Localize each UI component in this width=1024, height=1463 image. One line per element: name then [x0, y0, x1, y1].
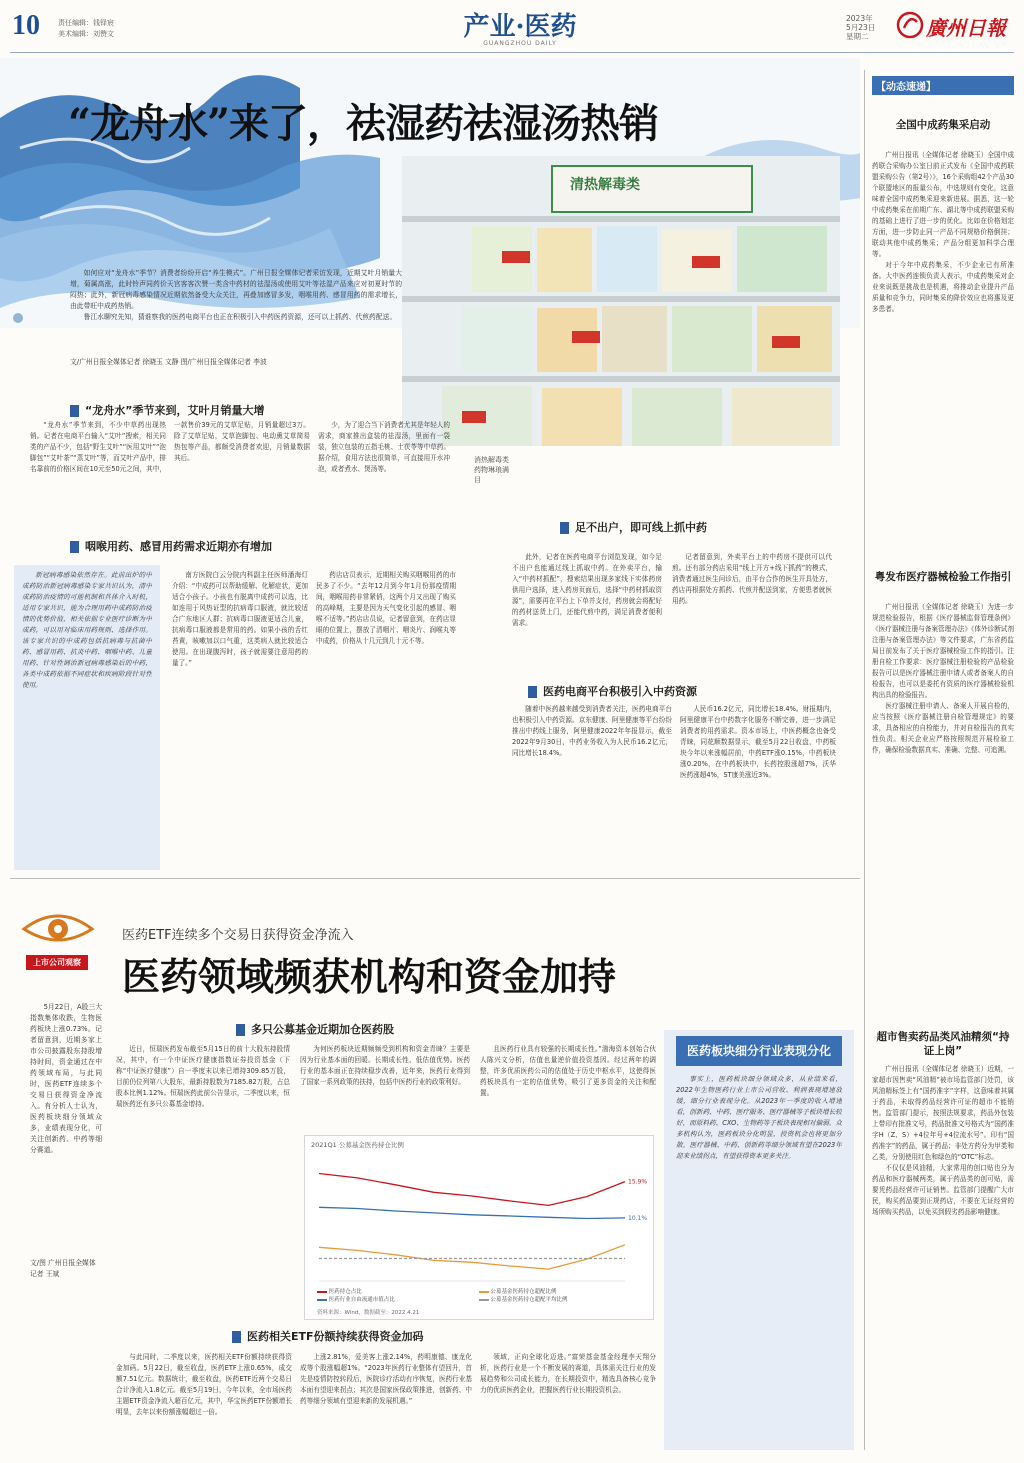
sidebar-title: 医药板块细分行业表现分化 — [686, 1044, 831, 1058]
subhead-bar-icon — [528, 686, 537, 698]
brief-1-title: 全国中成药集采启动 — [895, 119, 991, 131]
second-sub1-col-2 — [300, 1044, 470, 1134]
legend-2-label: 公募基金医药持仓超配比例 — [490, 1289, 557, 1295]
sub3-paragraph-1: 此外，记者在医药电商平台浏览发现，如今足不出户也能通过线上抓取中药。在外卖平台，输入“中药材抓配”，搜索结果出现多家线下实体药房供用户选择，进入药房页面后，选择“中药材抓取资源”，需要再在平台上下单并支付，药房就会将配好的药材送货上门，还能代煎中药，满足消费者便利需求。 — [512, 553, 662, 627]
legend-4-label: 公募基金医药持仓超配平均比例 — [490, 1297, 568, 1303]
chart-title: 2021Q1 公募基金医药持仓比例 — [311, 1141, 404, 1149]
right-column-divider — [864, 70, 865, 1450]
brief-2-paragraph-1: 广州日报讯（全媒体记者 徐晓玉）为进一步规范检验报告，根据《医疗器械监督管理条例》《医疗器械注册与备案管理办法》《体外诊断试剂注册与备案管理办法》等文件要求，广东省药监局日前发布了关于医疗器械检验工作的指引。注册自检工作要求：医疗器械注册检验的产品检验报告可以是医疗器械注册申请人或者备案人的自检报告，也可以是委托有资质的医疗器械检验机构出具的检验报告。 — [872, 603, 1014, 699]
second-sub2-paragraph-2: 上涨2.81%，爱美客上涨2.14%，药明康德、康龙化成等个股涨幅超1%。“2023年医药行业整体有望回升，首先是疫情防控转段后，医院诊疗活动有序恢复，医药行业基本面有望迎来拐点；其次是国家医保政策推进，创新药、中药等细分领域有望迎来新的发展机遇。” — [300, 1353, 472, 1405]
sub1-col-1 — [30, 420, 310, 510]
second-sub1-paragraph-1: 近日，恒瑞医药发布截至5月15日的前十大股东持股情况，其中，有一个中证医疗健康指数证券投资基金（下称“中证医疗健康”）自一季度末以来已增持309.85万股，目前仍位列第八大股东，最新持股数为7185.82万股，占总股本比例1.12%。恒瑞医药此前公告显示，二季度以来，恒瑞医药还有多只公募基金增持。 — [116, 1045, 290, 1108]
subhead-1-text: “龙舟水”季节来到，艾叶月销量大增 — [85, 404, 265, 417]
second-sub1-paragraph-3: 且医药行业具有较强的长期成长性。”渤海资本创始合伙人陈兴文分析，估值也量逆价值投资基因。经过两年的调整，许多优质医药公司的估值处于历史中枢水平，这使得医药板块具有一定的估值优势，吸引了更多资金的关注和配置。 — [480, 1045, 656, 1097]
second-lead-paragraph: 5月22日，A股三大指数集体收跌，生物医药板块上涨0.73%。记者留意到，近期多家上市公司披露股东持股增持时间，资金通过在中药领域布局，与此同时，医药ETF连续多个交易日获得资金净流入。有分析人士认为，医药板块细分领域众多，业绩表现分化，可关注创新药、中药等细分赛道。 — [30, 1003, 102, 1154]
header-date — [846, 14, 875, 41]
subhead-bar-icon — [232, 1331, 241, 1343]
subhead-bar-icon — [560, 522, 569, 534]
story-divider — [10, 878, 860, 879]
sub4-col-2 — [680, 704, 836, 864]
designer-line: 美术编辑：刘赞文 — [58, 30, 114, 38]
legend-1 — [317, 1288, 477, 1296]
subhead-4-text: 医药电商平台积极引入中药资源 — [543, 685, 697, 698]
main-lead — [70, 268, 402, 340]
brief-3-title: 超市售卖药品类风油精须“持证上岗” — [876, 1031, 1010, 1057]
second-kicker: 医药ETF连续多个交易日获得资金净流入 — [122, 928, 354, 943]
sub2-col-3 — [316, 570, 456, 865]
subhead-bar-icon — [70, 405, 79, 417]
sub1-paragraph-2: 少，为了迎合当下消费者尤其是年轻人的需求，商家推出盒装的祛湿汤，里面有一袋装，独立包装的五指毛桃、土茯苓等中草药。据介绍，食用方法也很简单，可直接用开水冲泡，或者煮水、煲汤等。 — [318, 421, 450, 473]
column-logo — [18, 905, 98, 965]
photo-label: 清热解毒类 — [570, 177, 640, 193]
brief-1-body — [872, 150, 1014, 555]
sub1-col-2 — [318, 420, 450, 510]
chart-end-label-2: 10.1% — [628, 1214, 648, 1222]
sidebar-title-box — [676, 1036, 842, 1066]
second-lead — [30, 1002, 102, 1252]
lead-paragraph: 如何应对“龙舟水”季节？消费者纷纷开启“养生模式”。广州日报全媒体记者采访发现，近期艾叶月销量大增，菊属高涨，此时铃声同药价天宫客客次赞一类含中药材的祛湿汤或使用艾叶等祛湿产品来应对初夏时节的闷热；此外，新冠病毒感染情况近期依然备受大众关注，再叠加感冒多发，咽喉用药、感冒用药的需求增长，由此带旺中成药热销。 — [70, 269, 402, 310]
second-subhead-2 — [232, 1328, 424, 1344]
sidebar-text — [676, 1074, 842, 1434]
page-number: 10 — [12, 10, 40, 41]
eye-icon — [18, 905, 98, 949]
second-subhead-2-text: 医药相关ETF份额持续获得资金加码 — [247, 1330, 424, 1343]
sub4-paragraph-2: 人民币16.2亿元，同比增长18.4%。财报期内，阿里健康平台中药数字化服务不断完善，进一步满足消费者的用药需求。资本市场上，中医药概念也备受青睐，同花顺数据显示，截至5月22日收盘，中药板块今年以来涨幅居前，中药ETF涨0.15%，中药板块涨0.20%，在中药板块中，长药控股涨超7%，沃华医药涨超4%，ST康美涨近3%。 — [680, 705, 836, 779]
sub2-paragraph-1: 新冠病毒感染依然存在。此前出炉的中成药防治新冠病毒感染专家共识认为，清中成药防治疫情的可能机制和具体介入时机，适用专家共识，能为合理用药中成药防治疫情的优势价值，相关依据专业医疗诊断为中成药，可以用对临床用药规则、选择作用。该专家共识的中成药包括抗病毒与抗菌中药、感冒用药、抗炎中药、咽喉中药、儿童用药、针对性调治新冠病毒感染后的中药，各类中成药依据不同症状和疾病阶段针对性使用。 — [22, 571, 152, 689]
pharmacy-photo — [402, 156, 840, 446]
sub2-paragraph-2: 南方医院白云分院内科副主任医师潘海灯介绍：“中成药可以帮助缓解、化解症状，更加适合小孩子。小孩也有脱离中成药可以选，比如连用于风热证型的抗病毒口服液，就比较适合广东地区人群；抗病毒口服液更适合儿童，抗病毒口服液都是常用的药。如果小孩的舌红苔黄，咳嗽加以口气重，这类病人就比较适合使用。在出现腹泻时，孩子就需要注意用药的量了。” — [172, 571, 308, 667]
sidebar-paragraph: 事实上，医药板块细分领域众多，从业绩来看，2022年生物医药行业上市公司营收、利润表现增速放缓，细分行业表现分化。从2023年一季度的收入增速看，创新药、中药、医疗服务、医疗器械等子板块增长较好，而原料药、CXO、生物药等子板块表现相对偏弱。众多机构认为，医药板块分化明显，投资机会也将更加分散。医疗器械、中药、创新药等细分领域有望在2023年迎来业绩拐点，有望获得资本更多关注。 — [676, 1075, 842, 1160]
sub2-col-1 — [22, 570, 152, 860]
masthead-text: 廣州日報 — [926, 16, 1006, 40]
second-sub2-col-2 — [300, 1352, 472, 1452]
brief-3-paragraph-2: 不仅仅是风油精，大家常用的创口贴也分为药品和医疗器械两类，属于药品类的创可贴，需要凭药品经营许可证销售。监管部门提醒广大市民，购买药品要到正规药店，不要在无证经营的场所购买药品，以免买到假劣药品影响健康。 — [872, 1164, 1014, 1216]
sub4-paragraph-1: 随着中医药越来越受到消费者关注，医药电商平台也积极引入中药资源。京东健康、阿里健康等平台纷纷推出中药线上服务，阿里健康2022年年报显示，截至2022年9月30日，中药业务收入为人民币16.2亿元，同比增长18.4%。 — [512, 705, 672, 757]
masthead-logo — [896, 8, 1016, 42]
brief-3-body — [872, 1064, 1014, 1454]
legend-1-label: 医药持仓占比 — [328, 1289, 362, 1295]
column-label: 上市公司观察 — [26, 955, 88, 970]
chart-series-line-3 — [319, 1245, 625, 1269]
subhead-bar-icon — [70, 541, 79, 553]
section-title: 产业·医药 — [463, 12, 577, 42]
legend-3 — [317, 1296, 477, 1304]
holdings-chart — [304, 1135, 654, 1320]
photo-caption: 消热解毒类药物琳琅满目 — [474, 456, 509, 484]
legend-4 — [479, 1296, 639, 1304]
masthead-emblem-icon — [896, 10, 924, 40]
section-subtitle: GUANGZHOU DAILY — [483, 40, 557, 47]
chart-series-line-1 — [319, 1174, 625, 1206]
header-divider — [10, 52, 1014, 53]
second-sub2-paragraph-1: 与此同时，二季度以来，医药相关ETF份额持续获得资金加码。5月22日，截至收盘，医药ETF上涨0.65%，成交额7.51亿元。数据统计，截至收盘，医药ETF近两个交易日合计净流入1.8亿元。截至5月19日，今年以来，全市场医药主题ETF资金净流入超百亿元，其中，华宝医药ETF份额增长明显，去年以来份额涨幅超过一倍。 — [116, 1353, 292, 1416]
second-lead-byline: 文/图 广州日报全媒体记者 王斌 — [30, 1259, 96, 1278]
brief-2-body — [872, 602, 1014, 1012]
subhead-bar-icon — [236, 1024, 245, 1036]
date-day: 5月23日 — [846, 23, 876, 32]
lead-paragraph-2: 鲁江水聊究先知，猜谁察我的医药电商平台也正在积极引入中药医药资源，还可以上抓药、代煎药配送。 — [83, 313, 397, 321]
chart-end-label-1: 15.9% — [628, 1178, 648, 1186]
brief-2-title: 粤发布医疗器械检验工作指引 — [874, 571, 1012, 583]
subhead-2-text: 咽喉用药、感冒用药需求近期亦有增加 — [85, 540, 272, 553]
chart-legend — [317, 1288, 647, 1304]
second-sub1-paragraph-2: 为何医药板块近期频频受到机构和资金青睐？主要是因为行业基本面的回暖。长期成长性、低估值优势。医药行业的基本面正在持续稳步改善，近年来，医药行业得到了国家一系列政策的扶持，包括中医药行业的政策利好。 — [300, 1045, 470, 1086]
second-sub1-col-3 — [480, 1044, 656, 1134]
page-header — [0, 0, 1024, 58]
chart-note: 资料来源：Wind，数据截至：2022.4.21 — [317, 1310, 420, 1316]
editor-line: 责任编辑：钱铎宸 — [58, 19, 114, 27]
brief-3-paragraph-1: 广州日报讯（全媒体记者 徐晓玉）近期，一家超市因售卖“风油精”被市场监管部门处罚，该风油精标签上有“国药准字”字样，这意味着其属于药品，未取得药品经营许可证的超市不能销售。监管部门提示，按照法规要求，药品外包装上带印有批准文号，药品批准文号格式为“国药准字H（Z、S）+4位年号+4位流水号”。印有“国药准字”的药品，属于药品；非处方药分为甲类和乙类，分别使用红色和绿色的“OTC”标志。 — [872, 1065, 1014, 1161]
brief-1-paragraph-1: 广州日报讯（全媒体记者 徐晓玉）全国中成药联合采购办公室日前正式发布《全国中成药联盟采购公告（第2号）》，16个采购组42个产品30个联盟地区的报量公布，中选规则有变化，这意味着全国中成药集采迎来新进展。据悉，这一轮中成药集采在前期广东、湖北等中成药联盟采购的基础上进行了进一步的优化。比如在价格划定方面，进一步防止同一产品不同规格价格倒挂；联动其他中成药集采；产品分组更加科学合理等。 — [872, 151, 1014, 258]
second-sub1-col-1 — [116, 1044, 290, 1224]
sub2-paragraph-3: 药店店员表示，近期相关购买咽喉用药的市民多了不少。“去年12月到今年1月份那疫情期间，咽喉用药非常紧俏，这两个月又出现了购买的高峰期，主要是因为天气变化引起的感冒、咽喉不适等。”药店店员说，记者留意到，在药店显眼的位置上，摆放了清咽片、咽炎片、润喉丸等中成药，价格从十几元到几十元不等。 — [316, 571, 456, 645]
second-headline: 医药领域频获机构和资金加持 — [122, 954, 617, 999]
second-sub2-col-1 — [116, 1352, 292, 1452]
subhead-3 — [560, 519, 707, 535]
chart-series-line-2 — [319, 1207, 625, 1218]
brief-1-paragraph-2: 对于今年中成药集采，不少企业已有所准备。大中医药连锁负责人表示，中成药集采对企业来说既是挑战也是机遇，将推动企业提升产品质量和竞争力，同时集采的降价效应也将惠及更多患者。 — [872, 261, 1014, 313]
second-subhead-1-text: 多只公募基金近期加仓医药股 — [251, 1023, 394, 1036]
sub1-paragraph-1: “龙舟水”季节来到，不少中草药出现热销。记者在电商平台输入“艾叶”搜索，相关同类的产品不少，包括“野生艾叶”“医用艾叶”“泡脚包”“艾叶茶”“蒸艾叶”等，而艾叶产品中，排名靠前的价格区间在10元至50元之间，其中，一款售价39元的艾草足贴，月销量超过3万。除了艾草足贴，艾草泡脚包、电动熏艾草简易热包等产品，都颇受消费者欢迎，月销量数据其后。 — [30, 421, 310, 473]
second-subhead-1 — [236, 1021, 394, 1037]
sector-sidebar — [664, 1030, 854, 1450]
date-year: 2023年 — [846, 14, 873, 23]
sub3-col-1 — [512, 552, 662, 662]
subhead-2 — [70, 538, 272, 554]
sub2-col-2 — [172, 570, 308, 865]
sub4-col-1 — [512, 704, 672, 864]
second-sub2-col-3 — [480, 1352, 656, 1452]
legend-3-label: 医药行业自由流通市值占比 — [328, 1297, 395, 1303]
briefs-label: 【动态速递】 — [872, 76, 1014, 95]
second-sub2-paragraph-3: 领域，正向全球化迈进。”富荣基金基金经理李天翔分析，医药行业是一个不断发展的赛道，具体需关注行业的发展趋势和公司成长能力，在长期投资中，精选具备核心竞争力的优质医药企业，把握医药行业长期投资机会。 — [480, 1353, 656, 1394]
main-headline: “龙舟水”来了，祛湿药祛湿汤热销 — [68, 100, 659, 147]
subhead-3-text: 足不出户，即可线上抓中药 — [575, 521, 707, 534]
sub3-col-2 — [672, 552, 832, 662]
brief-2-paragraph-2: 医疗器械注册申请人、备案人开展自检的，应当按照《医疗器械注册自检管理规定》的要求，具备相应的自检能力，并对自检报告的真实性负责。相关企业应严格按照规范开展检验工作，确保检验数据真实、准确、完整、可追溯。 — [872, 702, 1014, 754]
main-byline: 文/广州日报全媒体记者 徐晓玉 文静 图/广州日报全媒体记者 李波 — [70, 358, 267, 366]
subhead-1 — [70, 402, 264, 418]
weekday: 星期二 — [846, 32, 869, 41]
sub3-paragraph-2: 记者留意到，外卖平台上的中药房不提供可以代煎。还有部分药店采用“线上开方+线下抓药”的模式，消费者通过医生问诊后，由平台合作的医生开具处方，药店再根据处方抓药、代煎并配送到家，方便患者就医用药。 — [672, 553, 832, 605]
legend-2 — [479, 1288, 639, 1296]
subhead-4 — [528, 683, 697, 699]
